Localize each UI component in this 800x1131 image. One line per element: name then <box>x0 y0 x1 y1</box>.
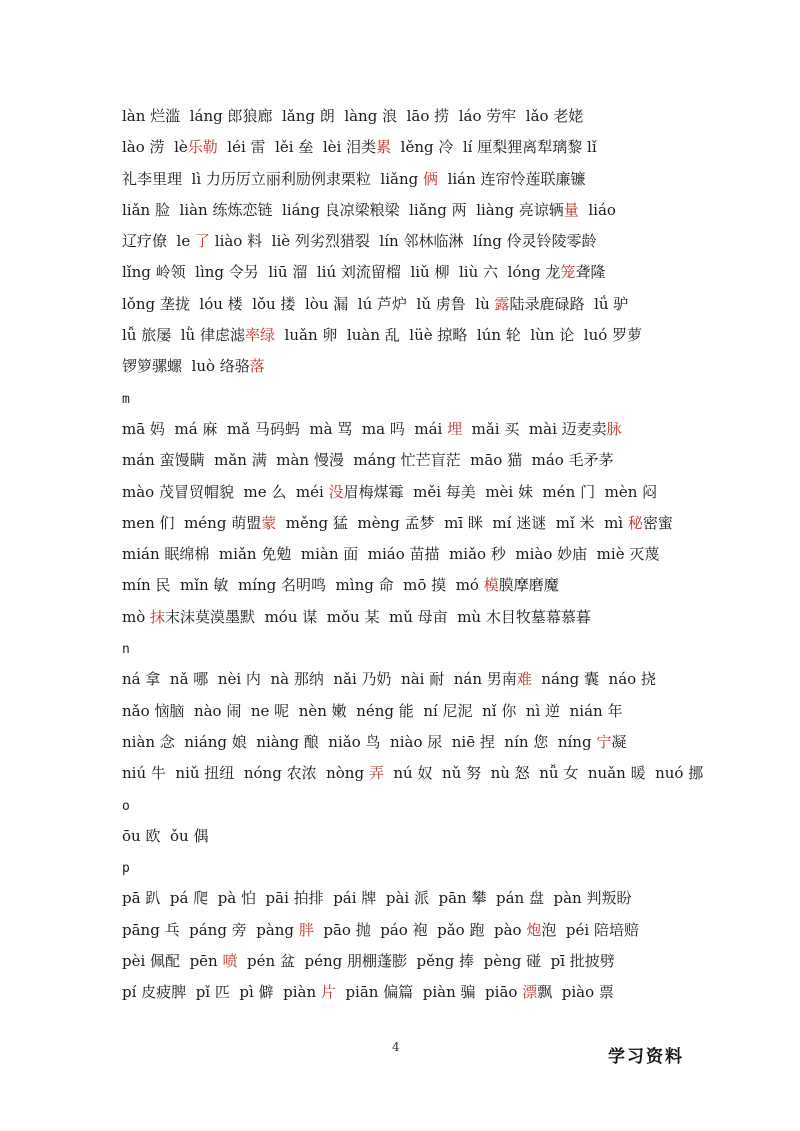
highlighted-character: 弄 <box>368 764 384 783</box>
highlighted-character: 漂 <box>522 983 538 1002</box>
highlighted-character: 抹 <box>150 607 166 626</box>
section-letter <box>122 383 722 414</box>
pinyin-line <box>122 977 722 1008</box>
highlighted-character: 落 <box>249 357 265 376</box>
line-text: pí 皮疲脾 pǐ 匹 pì 僻 piàn <box>122 983 321 1002</box>
highlighted-character: 率绿 <box>245 326 276 345</box>
pinyin-line <box>122 414 722 445</box>
highlighted-character: 了 <box>194 232 210 251</box>
line-text: o <box>122 798 130 814</box>
pinyin-word-list <box>122 101 722 1009</box>
highlighted-character: 喷 <box>222 952 238 971</box>
line-text: niú 牛 niǔ 扭纽 nóng 农浓 nòng <box>122 764 369 783</box>
pinyin-line <box>122 570 722 601</box>
pinyin-line <box>122 821 722 852</box>
pinyin-line <box>122 696 722 727</box>
pinyin-line <box>122 226 722 257</box>
line-text: niàn 念 niáng 娘 niàng 酿 niǎo 鸟 niào 尿 niē 捏 nín 您 níng <box>122 732 597 751</box>
pinyin-line <box>122 602 722 633</box>
line-text: lǚ 旅屡 lǜ 律虑滤 <box>122 326 245 345</box>
line-text: nú 奴 nǔ 努 nù 怒 nǚ 女 nuǎn 暖 nuó 挪 <box>383 764 704 783</box>
line-text: mào 茂冒贸帽貌 me 么 méi <box>122 482 329 501</box>
line-text: lǐng 岭领 lìng 令另 liū 溜 liú 刘流留榴 liǔ 柳 liù 六 lóng 龙 <box>122 263 561 282</box>
line-text: ná 拿 nǎ 哪 nèi 内 nà 那纳 nǎi 乃奶 nài 耐 nán 男南 <box>122 670 517 689</box>
highlighted-character: 露 <box>494 294 510 313</box>
highlighted-character: 脉 <box>606 419 622 438</box>
pinyin-line <box>122 758 722 789</box>
line-text: pén 盆 péng 朋棚蓬膨 pěng 捧 pèng 碰 pī 批披劈 <box>237 952 615 971</box>
line-text: náng 囊 náo 挠 <box>531 670 656 689</box>
line-text: men 们 méng 萌盟 <box>122 513 262 532</box>
pinyin-line <box>122 539 722 570</box>
line-text: lěng 冷 lí 厘梨狸离犁璃黎 lǐ <box>391 138 597 157</box>
pinyin-line <box>122 445 722 476</box>
line-text: nǎo 恼脑 nào 闹 ne 呢 nèn 嫩 néng 能 ní 尼泥 nǐ 你 nì 逆 nián 年 <box>122 701 623 720</box>
section-letter <box>122 852 722 883</box>
line-text: 膜摩磨魔 <box>498 576 559 595</box>
line-text: 末沫莫漠墨默 móu 谋 mǒu 某 mǔ 母亩 mù 木目牧墓幕慕暮 <box>165 607 591 626</box>
pinyin-line <box>122 508 722 539</box>
line-text: lián 连帘怜莲联廉镰 <box>438 169 586 188</box>
page-number: 4 <box>392 1040 400 1054</box>
line-text: měng 猛 mèng 孟梦 mī 眯 mí 迷谜 mǐ 米 mì <box>276 513 628 532</box>
section-letter <box>122 633 722 664</box>
highlighted-character: 难 <box>516 670 532 689</box>
line-text: 陆录鹿碌路 lǘ 驴 <box>509 294 629 313</box>
pinyin-line <box>122 289 722 320</box>
line-text: 锣箩骡螺 luò 络骆 <box>122 357 250 376</box>
line-text: mín 民 mǐn 敏 míng 名明鸣 mìng 命 mō 摸 mó <box>122 576 484 595</box>
highlighted-character: 埋 <box>447 419 463 438</box>
pinyin-line <box>122 883 722 914</box>
line-text: 聋隆 <box>575 263 606 282</box>
line-text: pèi 佩配 pēn <box>122 952 223 971</box>
line-text: 泡 péi 陪培赔 <box>541 920 639 939</box>
line-text: mán 蛮馒瞒 mǎn 满 màn 慢漫 máng 忙芒盲茫 māo 猫 máo 毛矛茅 <box>122 451 614 470</box>
highlighted-character: 乐勒 <box>187 138 218 157</box>
line-text: liǎn 脸 liàn 练炼恋链 liáng 良凉梁粮梁 liǎng 两 liàng 亮谅辆 <box>122 200 564 219</box>
line-text: pā 趴 pá 爬 pà 怕 pāi 拍排 pái 牌 pài 派 pān 攀 pán 盘 pàn 判叛盼 <box>122 889 632 908</box>
line-text: 辽疗僚 le <box>122 232 195 251</box>
line-text: 飘 piào 票 <box>537 983 614 1002</box>
pinyin-line <box>122 320 722 351</box>
highlighted-character: 俩 <box>423 169 439 188</box>
pinyin-line <box>122 195 722 226</box>
line-text: lǒng 垄拢 lóu 楼 lǒu 搂 lòu 漏 lú 芦炉 lǔ 虏鲁 lù <box>122 294 495 313</box>
line-text: ōu 欧 ǒu 偶 <box>122 826 209 845</box>
pinyin-line <box>122 915 722 946</box>
pinyin-line <box>122 132 722 163</box>
line-text: mián 眠绵棉 miǎn 免勉 miàn 面 miáo 苗描 miǎo 秒 miào 妙庙 miè 灭蔑 <box>122 545 660 564</box>
highlighted-character: 没 <box>328 482 344 501</box>
highlighted-character: 笼 <box>560 263 576 282</box>
line-text: léi 雷 lěi 垒 lèi 泪类 <box>217 138 377 157</box>
highlighted-character: 宁 <box>596 732 612 751</box>
line-text: n <box>122 642 130 658</box>
pinyin-line <box>122 101 722 132</box>
highlighted-character: 累 <box>376 138 392 157</box>
line-text: 眉梅煤霉 měi 每美 mèi 妹 mén 门 mèn 闷 <box>343 482 658 501</box>
line-text: p <box>122 861 130 877</box>
line-text: mā 妈 má 麻 mǎ 马码蚂 mà 骂 ma 吗 mái <box>122 419 448 438</box>
line-text: pāng 乓 páng 旁 pàng <box>122 920 299 939</box>
pinyin-line <box>122 664 722 695</box>
pinyin-line <box>122 477 722 508</box>
line-text: pāo 抛 páo 袍 pǎo 跑 pào <box>313 920 527 939</box>
line-text: 凝 <box>611 732 627 751</box>
pinyin-line <box>122 257 722 288</box>
highlighted-character: 蒙 <box>261 513 277 532</box>
line-text: piān 偏篇 piàn 骗 piāo <box>335 983 523 1002</box>
pinyin-line <box>122 946 722 977</box>
line-text: liào 料 liè 列劣烈猎裂 lín 邻林临淋 líng 伶灵铃陵零龄 <box>210 232 597 251</box>
line-text: lào 涝 lè <box>122 138 188 157</box>
highlighted-character: 胖 <box>298 920 314 939</box>
footer-note: 学习资料 <box>608 1047 684 1067</box>
highlighted-character: 量 <box>563 200 579 219</box>
line-text: mò <box>122 607 151 626</box>
highlighted-character: 模 <box>483 576 499 595</box>
line-text: mǎi 买 mài 迈麦卖 <box>462 419 607 438</box>
line-text: liáo <box>578 200 616 219</box>
section-letter <box>122 790 722 821</box>
line-text: làn 烂滥 láng 郎狼廊 lǎng 朗 làng 浪 lāo 捞 láo 劳牢 lǎo 老姥 <box>122 107 584 125</box>
pinyin-line <box>122 727 722 758</box>
pinyin-line <box>122 164 722 195</box>
line-text: luǎn 卵 luàn 乱 lüè 掠略 lún 轮 lùn 论 luó 罗萝 <box>275 326 643 345</box>
line-text: m <box>122 391 130 407</box>
highlighted-character: 片 <box>320 983 336 1002</box>
line-text: 礼李里理 lì 力历厉立丽利励例隶栗粒 liǎng <box>122 169 424 188</box>
pinyin-line <box>122 351 722 382</box>
highlighted-character: 秘 <box>627 513 643 532</box>
highlighted-character: 炮 <box>526 920 542 939</box>
line-text: 密蜜 <box>642 513 673 532</box>
